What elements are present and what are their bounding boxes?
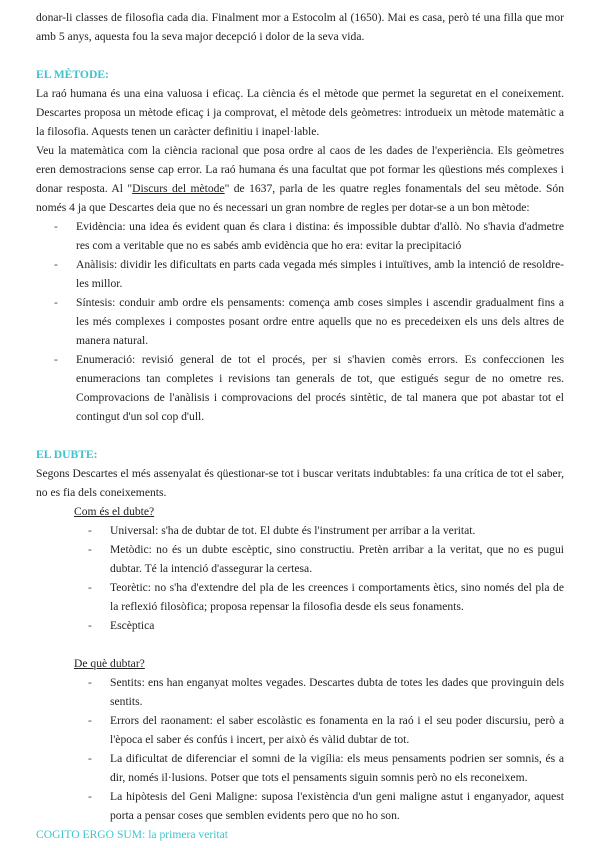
- metode-p2-text-a: Veu la matemàtica com la ciència racional que posa ordre al caos de les dades de l'experiència. Els geòmetres eren demostracions sense cap error. La raó humana és una facultat que pot formar les qüestions més complexes i donar resposta. Al ": [36, 144, 564, 195]
- method-rules-list: [36, 217, 564, 426]
- section-heading-dubte: EL DUBTE:: [36, 448, 98, 461]
- list-item: - Escèptica: [110, 616, 564, 635]
- list-item: - Enumeració: revisió general de tot el procés, per si s'havien comès errors. Es confeccionen les enumeracions tan completes i revisions tan generals de tot, que estigués segur de no ometre res. Comprovacions de l'anàlisis i comprovacions del procés sintètic, de tal manera que pot abastar tot el contingut d'un sol cop d'ull.: [76, 350, 564, 426]
- list-item: - Evidència: una idea és evident quan és clara i distina: és impossible dubtar d'allò. No s'havia d'admetre res com a veritable que no es sabés amb evidència que ho era: evitar la precipitació: [76, 217, 564, 255]
- metode-p2-text-b: " de 1637, parla de les quatre regles fonamentals del seu mètode. Són només 4 ja que Descartes deia que no és necessari un gran nombre de regles per dotar-se a un bon mètode:: [36, 182, 564, 214]
- subheading-com-es-el-dubte: Com és el dubte?: [74, 505, 155, 518]
- intro-paragraph: donar-li classes de filosofia cada dia. Finalment mor a Estocolm al (1650). Mai es casa, però té una filla que mor amb 5 anys, aquesta fou la seva major decepció i dolor de la seva vida.: [36, 11, 564, 43]
- discurs-title: Discurs del mètode: [132, 182, 225, 195]
- list-item: - La hipòtesis del Geni Maligne: suposa l'existència d'un geni maligne astut i enganyador, aquest porta a pensar coses que semblen evidents pero que no ho son.: [110, 787, 564, 825]
- list-item: - Síntesis: conduir amb ordre els pensaments: comença amb coses simples i ascendir gradualment fins a les més complexes i compostes posant ordre entre aquells que no es precedeixen els uns dels altres de manera natural.: [76, 293, 564, 350]
- section-heading-cogito: COGITO ERGO SUM: la primera veritat: [36, 828, 229, 841]
- list-item: - Anàlisis: dividir les dificultats en parts cada vegada més simples i intuïtives, amb la intenció de resoldre-les millor.: [76, 255, 564, 293]
- metode-paragraph-2: [36, 141, 564, 217]
- list-item: - La dificultat de diferenciar el somni de la vigília: els meus pensaments podrien ser somnis, és a dir, només il·lusions. Potser que tots el pensaments siguin somnis però no els reconeixem.: [110, 749, 564, 787]
- list-item: - Sentits: ens han enganyat moltes vegades. Descartes dubta de totes les dades que provinguin dels sentits.: [110, 673, 564, 711]
- metode-paragraph-1: La raó humana és una eina valuosa i eficaç. La ciència és el mètode que permet la seguretat en el coneixement. Descartes proposa un mètode eficaç i ja comprovat, el mètode dels geòmetres: introdueix un mètode matemàtic a la filosofia. Aquests tenen un caràcter definitiu i inapel·lable.: [36, 87, 564, 138]
- list-item: - Teorètic: no s'ha d'extendre del pla de les creences i comportaments ètics, sino només del pla de la reflexió filosòfica; proposa repensar la filosofia desde els seus fonaments.: [110, 578, 564, 616]
- dubte-paragraph-1: Segons Descartes el més assenyalat és qüestionar-se tot i buscar veritats indubtables: fa una crítica de tot el saber, no es fia dels coneixements.: [36, 467, 564, 499]
- section-heading-metode: EL MÈTODE:: [36, 68, 109, 81]
- subheading-de-que-dubtar: De què dubtar?: [74, 657, 145, 670]
- dubte-types-list: [36, 521, 564, 635]
- list-item: - Errors del raonament: el saber escolàstic es fonamenta en la raó i el seu poder discursiu, però a l'època el saber és confús i incert, per això és vàlid dubtar de tot.: [110, 711, 564, 749]
- list-item: - Metòdic: no és un dubte escèptic, sino constructiu. Pretèn arribar a la veritat, que no es pugui dubtar. Té la intenció d'assegurar la certesa.: [110, 540, 564, 578]
- list-item: - Universal: s'ha de dubtar de tot. El dubte és l'instrument per arribar a la veritat.: [110, 521, 564, 540]
- dubte-reasons-list: [36, 673, 564, 825]
